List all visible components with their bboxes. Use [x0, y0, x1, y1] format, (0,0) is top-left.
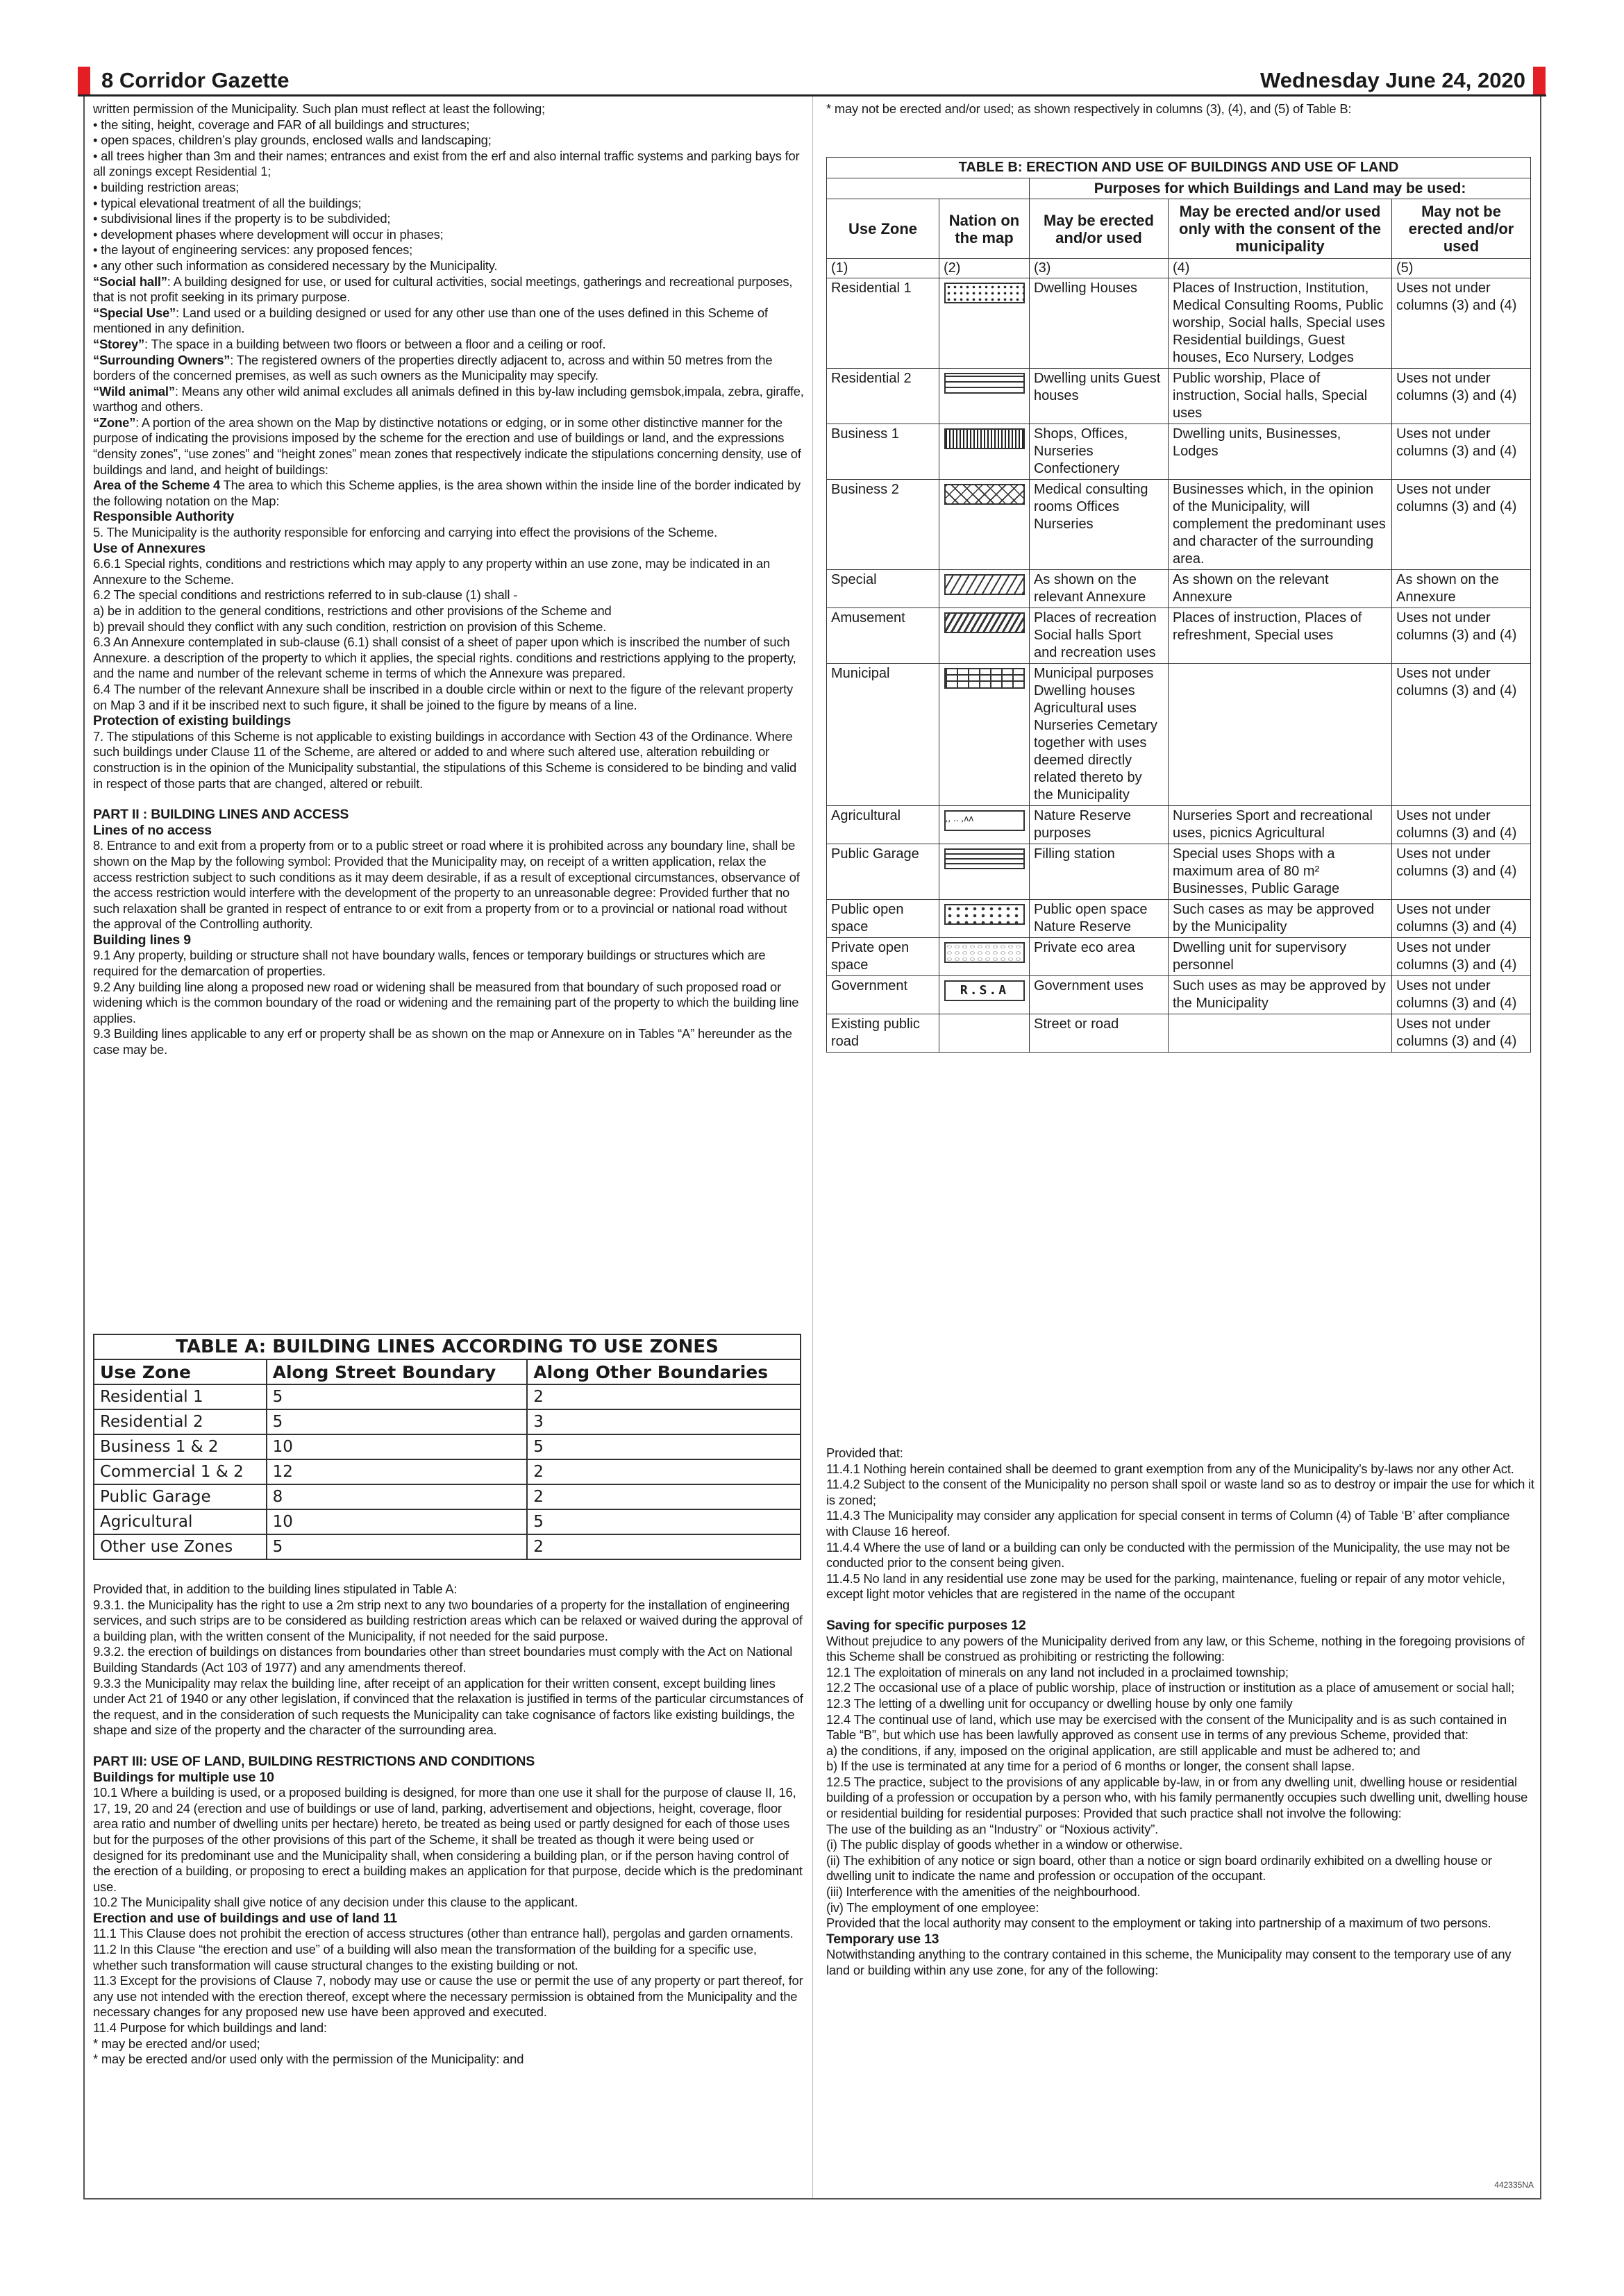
paragraph: (i) The public display of goods whether in a window or otherwise.: [826, 1837, 1183, 1852]
map-notation-cell: [939, 369, 1030, 424]
consent-use-cell: Dwelling unit for supervisory personnel: [1169, 938, 1392, 976]
permitted-use-cell: Dwelling Houses: [1030, 278, 1169, 369]
table-cell: Commercial 1 & 2: [94, 1459, 267, 1484]
table-row: [827, 480, 1531, 570]
paragraph: 6.4 The number of the relevant Annexure shall be inscribed in a double circle within or next to the figure of the relevant property on Map 3 and if it be inscribed next to such figure, it shall be joined to the figure by means of a line.: [93, 681, 794, 712]
section-heading: Lines of no access: [93, 822, 212, 838]
paragraph: 10.2 The Municipality shall give notice of any decision under this clause to the applicant.: [93, 1895, 578, 1910]
table-cell: 12: [267, 1459, 528, 1484]
table-cell: 2: [527, 1384, 801, 1409]
paragraph: * may be erected and/or used only with the permission of the Municipality: and: [93, 2052, 524, 2067]
frame-left: [83, 97, 85, 2199]
use-zone-cell: Residential 1: [827, 278, 939, 369]
section-heading: Erection and use of buildings and use of land 11: [93, 1910, 397, 1926]
use-zone-cell: Business 1: [827, 424, 939, 480]
permitted-use-cell: Shops, Offices, Nurseries Confectionery: [1030, 424, 1169, 480]
paragraph: (ii) The exhibition of any notice or sign board, other than a notice or sign board ordinarily exhibited on a dwelling house or dwelling unit to indicate the name and profession or occupation of the occupant.: [826, 1852, 1492, 1884]
defined-term: “Special Use”: [93, 305, 176, 320]
table-a: [93, 1334, 801, 1560]
paragraph: 11.1 This Clause does not prohibit the erection of access structures (other than entrance hall), pergolas and garden ornaments.: [93, 1926, 794, 1941]
right-column-intro: * may not be erected and/or used; as shown respectively in columns (3), (4), and (5) of Table B:: [826, 101, 1352, 116]
header-accent-left: [78, 67, 90, 94]
table-b-header: Nation on the map: [939, 199, 1030, 259]
table-row: [94, 1434, 801, 1459]
table-row: [827, 1014, 1531, 1053]
right-column-text-bottom: [826, 1446, 1534, 1979]
table-cell: 10: [267, 1434, 528, 1459]
table-row: [827, 900, 1531, 938]
table-b-header: May be erected and/or used only with the consent of the municipality: [1169, 199, 1392, 259]
zone-notation-symbol: ,, .. ,ʌʌ: [944, 810, 1025, 831]
permitted-use-cell: Nature Reserve purposes: [1030, 806, 1169, 844]
prohibited-use-cell: Uses not under columns (3) and (4): [1392, 844, 1531, 900]
consent-use-cell: Nurseries Sport and recreational uses, picnics Agricultural: [1169, 806, 1392, 844]
paragraph: 9.3 Building lines applicable to any erf or property shall be as shown on the map or Annexure on in Tables “A” hereunder as the case may be.: [93, 1026, 792, 1057]
paragraph: 9.3.2. the erection of buildings on distances from boundaries other than street boundaries must comply with the Act on National Building Standards (Act 103 of 1977) and any amendments thereof.: [93, 1644, 793, 1675]
map-notation-cell: [939, 480, 1030, 570]
prohibited-use-cell: Uses not under columns (3) and (4): [1392, 424, 1531, 480]
prohibited-use-cell: Uses not under columns (3) and (4): [1392, 608, 1531, 664]
paragraph: b) prevail should they conflict with any such condition, restriction on provision of this Scheme.: [93, 619, 607, 634]
table-cell: 5: [267, 1534, 528, 1559]
prohibited-use-cell: Uses not under columns (3) and (4): [1392, 664, 1531, 806]
frame-bottom: [83, 2198, 1541, 2199]
prohibited-use-cell: Uses not under columns (3) and (4): [1392, 369, 1531, 424]
paragraph: • the layout of engineering services: any proposed fences;: [93, 242, 413, 258]
defined-term: “Wild animal”: [93, 383, 175, 399]
table-b-column-number: (4): [1169, 259, 1392, 278]
map-notation-cell: [939, 608, 1030, 664]
paragraph: • open spaces, children’s play grounds, enclosed walls and landscaping;: [93, 133, 492, 148]
table-row: [827, 806, 1531, 844]
paragraph: “Social hall”: A building designed for use, or used for cultural activities, social meetings, gatherings and recreational purposes, that is not profit seeking in its primary purpose.: [93, 274, 793, 305]
map-notation-cell: [939, 938, 1030, 976]
defined-term: “Storey”: [93, 336, 145, 351]
page-header-title: 8 Corridor Gazette: [101, 68, 290, 92]
permitted-use-cell: Street or road: [1030, 1014, 1169, 1053]
table-row: [827, 844, 1531, 900]
header-accent-right: [1533, 67, 1546, 94]
use-zone-cell: Private open space: [827, 938, 939, 976]
table-b-column-number: (3): [1030, 259, 1169, 278]
defined-term: “Social hall”: [93, 274, 167, 289]
paragraph: “Surrounding Owners”: The registered owners of the properties directly adjacent to, across and within 50 metres from the borders of the concerned premises, as well as such owners as the Municipality may specify.: [93, 352, 773, 383]
zone-notation-symbol: [944, 574, 1025, 595]
table-cell: Public Garage: [94, 1484, 267, 1509]
table-b-caption: TABLE B: ERECTION AND USE OF BUILDINGS AND USE OF LAND: [827, 158, 1531, 178]
paragraph: 11.2 In this Clause “the erection and use” of a building will also mean the transformation of the building for a specific use, whether such transformation will cause structural changes to the existing building or not.: [93, 1942, 757, 1972]
zone-notation-symbol: R.S.A: [944, 980, 1025, 1001]
table-row: [827, 608, 1531, 664]
table-row: [827, 664, 1531, 806]
table-row: [94, 1409, 801, 1434]
paragraph: 11.4.1 Nothing herein contained shall be deemed to grant exemption from any of the Municipality’s by-laws nor any other Act.: [826, 1461, 1514, 1476]
permitted-use-cell: Filling station: [1030, 844, 1169, 900]
prohibited-use-cell: Uses not under columns (3) and (4): [1392, 938, 1531, 976]
permitted-use-cell: Public open space Nature Reserve: [1030, 900, 1169, 938]
table-cell: Business 1 & 2: [94, 1434, 267, 1459]
table-cell: 3: [527, 1409, 801, 1434]
use-zone-cell: Public Garage: [827, 844, 939, 900]
prohibited-use-cell: Uses not under columns (3) and (4): [1392, 480, 1531, 570]
prohibited-use-cell: Uses not under columns (3) and (4): [1392, 278, 1531, 369]
prohibited-use-cell: Uses not under columns (3) and (4): [1392, 900, 1531, 938]
paragraph: 12.5 The practice, subject to the provisions of any applicable by-law, in or from any dwelling unit, dwelling house or residential building of a profession or occupation by a person who, with his family permanently occupies such dwelling unit, dwelling house or residential building for residential purposes: Provided that such practice shall not involve the following:: [826, 1774, 1528, 1821]
section-heading: PART II : BUILDING LINES AND ACCESS: [93, 807, 349, 823]
consent-use-cell: Businesses which, in the opinion of the Municipality, will complement the predominant uses and character of the surrounding area.: [1169, 480, 1392, 570]
paragraph: written permission of the Municipality. Such plan must reflect at least the following;: [93, 101, 545, 116]
consent-use-cell: Such cases as may be approved by the Municipality: [1169, 900, 1392, 938]
paragraph: 9.3.1. the Municipality has the right to use a 2m strip next to any two boundaries of a property for the installation of engineering services, and such strips are to be considered as building restriction areas which can be relaxed or waived during the approval of a building plan, with the written consent of the Municipality, if not needed for the said purpose.: [93, 1597, 803, 1643]
paragraph: (iii) Interference with the amenities of the neighbourhood.: [826, 1884, 1141, 1900]
permitted-use-cell: Medical consulting rooms Offices Nurseries: [1030, 480, 1169, 570]
defined-term: “Surrounding Owners”: [93, 352, 231, 367]
paragraph: Provided that the local authority may consent to the employment or taking into partnership of a maximum of two persons.: [826, 1916, 1491, 1931]
table-row: [94, 1534, 801, 1559]
paragraph: Area of the Scheme 4 The area to which this Scheme applies, is the area shown within the inside line of the border indicated by the following notation on the Map:: [93, 478, 801, 508]
zone-notation-symbol: [944, 668, 1025, 689]
paragraph: 11.4.2 Subject to the consent of the Municipality no person shall spoil or waste land so as to destroy or impair the use for which it is zoned;: [826, 1477, 1534, 1507]
map-notation-cell: [939, 664, 1030, 806]
paragraph: 12.1 The exploitation of minerals on any land not included in a proclaimed township;: [826, 1664, 1289, 1679]
left-column-text-bottom: [93, 1582, 804, 2068]
paragraph: 12.3 The letting of a dwelling unit for occupancy or dwelling house by only one family: [826, 1695, 1293, 1711]
table-cell: 5: [267, 1409, 528, 1434]
permitted-use-cell: Places of recreation Social halls Sport and recreation uses: [1030, 608, 1169, 664]
paragraph: 8. Entrance to and exit from a property from or to a public street or road where it is prohibited across any boundary line, shall be shown on the Map by the following symbol: Provided that the Municipality may, on receipt of a written application, relax the access restriction subject to such conditions as it may deem desirable, if as a result of exceptional circumstances, observance of the access restriction would interfere with the development of the property to an unreasonable degree: Provided further that no such relaxation shall be granted in respect of entrance to or exit from a property from or to a provincial or national road without the approval of the Controlling authority.: [93, 838, 800, 932]
table-row: [827, 938, 1531, 976]
table-row: [827, 570, 1531, 608]
table-cell: 5: [527, 1509, 801, 1534]
paragraph: • development phases where development will occur in phases;: [93, 226, 444, 242]
table-row: [827, 369, 1531, 424]
paragraph: 11.3 Except for the provisions of Clause 7, nobody may use or cause the use or permit the use of any property or part thereof, for any use not intended with the erection thereof, except where the necessary permission is obtained from the Municipality and the necessary changes for any proposed new use have been approved and executed.: [93, 1973, 803, 2020]
paragraph: 12.4 The continual use of land, which use may be exercised with the consent of the Municipality and is as such contained in Table “B”, but which use has been lawfully approved as consent use in terms of any previous Scheme, provided that:: [826, 1711, 1507, 1743]
paragraph: 6.2 The special conditions and restrictions referred to in sub-clause (1) shall -: [93, 587, 518, 603]
paragraph: • building restriction areas;: [93, 179, 240, 194]
section-heading: Saving for specific purposes 12: [826, 1617, 1026, 1633]
table-cell: Agricultural: [94, 1509, 267, 1534]
permitted-use-cell: Dwelling units Guest houses: [1030, 369, 1169, 424]
defined-term: Area of the Scheme 4: [93, 478, 221, 493]
consent-use-cell: Public worship, Place of instruction, Social halls, Special uses: [1169, 369, 1392, 424]
table-row: [94, 1384, 801, 1409]
table-row: [94, 1509, 801, 1534]
paragraph: 6.3 An Annexure contemplated in sub-clause (6.1) shall consist of a sheet of paper upon which is inscribed the number of such Annexure. a description of the property to which it applies, the special rights. conditions and restrictions applying to the property, and the name and number of the relevant scheme in terms of which the Annexure was prepared.: [93, 635, 796, 681]
table-b-column-number: (5): [1392, 259, 1531, 278]
table-cell: 5: [527, 1434, 801, 1459]
paragraph: 11.4 Purpose for which buildings and land:: [93, 2020, 327, 2036]
consent-use-cell: Places of instruction, Places of refreshment, Special uses: [1169, 608, 1392, 664]
paragraph: Provided that:: [826, 1446, 903, 1460]
table-b: [826, 157, 1531, 1053]
paragraph: “Zone”: A portion of the area shown on the Map by distinctive notations or edging, or in some other distinctive manner for the purpose of indicating the provisions imposed by the scheme for the erection and use of buildings or land, and the expressions “density zones”, “use zones” and “height zones” mean zones that respectively indicate the stipulations concerning density, use of buildings and land, and height of buildings:: [93, 414, 801, 477]
paragraph: 9.1 Any property, building or structure shall not have boundary walls, fences or temporary buildings or structures which are required for the demarcation of properties.: [93, 948, 766, 979]
zone-notation-symbol: [944, 283, 1025, 303]
prohibited-use-cell: Uses not under columns (3) and (4): [1392, 976, 1531, 1014]
use-zone-cell: Existing public road: [827, 1014, 939, 1053]
permitted-use-cell: Government uses: [1030, 976, 1169, 1014]
table-cell: 2: [527, 1459, 801, 1484]
table-cell: 5: [267, 1384, 528, 1409]
frame-right: [1540, 97, 1541, 2199]
zone-notation-symbol: [944, 904, 1025, 925]
consent-use-cell: Special uses Shops with a maximum area of 80 m² Businesses, Public Garage: [1169, 844, 1392, 900]
map-notation-cell: [939, 900, 1030, 938]
table-cell: Other use Zones: [94, 1534, 267, 1559]
zone-notation-symbol: [944, 484, 1025, 505]
paragraph: “Storey”: The space in a building between two floors or between a floor and a ceiling or roof.: [93, 336, 606, 351]
table-cell: 10: [267, 1509, 528, 1534]
table-a-caption: TABLE A: BUILDING LINES ACCORDING TO USE ZONES: [94, 1334, 801, 1359]
use-zone-cell: Municipal: [827, 664, 939, 806]
use-zone-cell: Public open space: [827, 900, 939, 938]
table-row: [94, 1459, 801, 1484]
column-divider: [812, 97, 813, 2198]
table-b-subcaption: Purposes for which Buildings and Land may be used:: [1030, 178, 1531, 199]
map-notation-cell: [939, 424, 1030, 480]
paragraph: 10.1 Where a building is used, or a proposed building is designed, for more than one use it shall for the purpose of clause II, 16, 17, 19, 20 and 24 (erection and use of buildings or use of land, parking, advertisement and objections, height, coverage, floor area ratio and number of dwelling units per hectare) hereto, be treated as being used or partly designed for each of those uses but for the purposes of the other provisions of this part of the Scheme, it shall be treated as though it were being used or designed for its predominant use and the Municipality shall, when considering a building plan, or if the person having control of the erection of a building, or proposing to erect a building makes an application for that purpose, decide which is the predominant use.: [93, 1785, 803, 1894]
paragraph: * may be erected and/or used;: [93, 2036, 260, 2051]
table-b-header: Use Zone: [827, 199, 939, 259]
map-notation-cell: [939, 976, 1030, 1014]
consent-use-cell: As shown on the relevant Annexure: [1169, 570, 1392, 608]
zone-notation-symbol: [944, 428, 1025, 449]
table-cell: Residential 2: [94, 1409, 267, 1434]
prohibited-use-cell: As shown on the Annexure: [1392, 570, 1531, 608]
paragraph: • typical elevational treatment of all the buildings;: [93, 195, 362, 210]
defined-term: “Zone”: [93, 414, 136, 430]
paragraph: a) the conditions, if any, imposed on the original application, are still applicable and must be adhered to; and: [826, 1743, 1421, 1758]
map-notation-cell: [939, 1014, 1030, 1053]
map-notation-cell: [939, 570, 1030, 608]
paragraph: 11.4.5 No land in any residential use zone may be used for the parking, maintenance, fueling or repair of any motor vehicle, except light motor vehicles that are registered in the name of the occupant: [826, 1570, 1505, 1602]
table-row: [827, 424, 1531, 480]
paragraph: Without prejudice to any powers of the Municipality derived from any law, or this Scheme, nothing in the foregoing provisions of this Scheme shall be construed as prohibiting or restricting the following:: [826, 1633, 1525, 1664]
paragraph: • all trees higher than 3m and their names; entrances and exist from the erf and also internal traffic systems and parking bays for all zonings except Residential 1;: [93, 148, 800, 179]
consent-use-cell: Places of Instruction, Institution, Medical Consulting Rooms, Public worship, Social halls, Special uses Residential buildings, Guest houses, Eco Nursery, Lodges: [1169, 278, 1392, 369]
section-heading: Responsible Authority: [93, 509, 235, 525]
table-cell: Residential 1: [94, 1384, 267, 1409]
paragraph: 5. The Municipality is the authority responsible for enforcing and carrying into effect the provisions of the Scheme.: [93, 525, 718, 540]
zone-notation-symbol: [944, 942, 1025, 963]
paragraph: 7. The stipulations of this Scheme is not applicable to existing buildings in accordance with Section 43 of the Ordinance. Where such buildings under Clause 11 of the Scheme, are altered or added to and where such altered use, alteration rebuilding or construction is in the opinion of the Municipality substantial, the stipulations of this Scheme is considered to be binding and valid in respect of those parts that are changed, altered or rebuilt.: [93, 728, 797, 791]
table-row: [827, 278, 1531, 369]
use-zone-cell: Agricultural: [827, 806, 939, 844]
use-zone-cell: Residential 2: [827, 369, 939, 424]
use-zone-cell: Special: [827, 570, 939, 608]
zone-notation-symbol: [944, 848, 1025, 869]
section-heading: Buildings for multiple use 10: [93, 1769, 274, 1785]
permitted-use-cell: Municipal purposes Dwelling houses Agricultural uses Nurseries Cemetary together with uses deemed directly related thereto by the Municipality: [1030, 664, 1169, 806]
paragraph: Notwithstanding anything to the contrary contained in this scheme, the Municipality may consent to the temporary use of any land or building within any use zone, for any of the following:: [826, 1947, 1512, 1977]
table-row: [94, 1484, 801, 1509]
use-zone-cell: Government: [827, 976, 939, 1014]
left-column-text-top: [93, 101, 804, 1058]
zone-notation-symbol: [944, 612, 1025, 633]
table-a-header: Along Other Boundaries: [527, 1359, 801, 1384]
consent-use-cell: [1169, 664, 1392, 806]
table-a-header: Along Street Boundary: [267, 1359, 528, 1384]
zone-notation-symbol: [944, 373, 1025, 394]
table-b-header: May be erected and/or used: [1030, 199, 1169, 259]
paragraph: 12.2 The occasional use of a place of public worship, place of instruction or institution as a place of amusement or social hall;: [826, 1680, 1515, 1695]
use-zone-cell: Amusement: [827, 608, 939, 664]
section-heading: Building lines 9: [93, 932, 191, 948]
table-b-column-number: (1): [827, 259, 939, 278]
map-notation-cell: [939, 278, 1030, 369]
paragraph: • the siting, height, coverage and FAR of all buildings and structures;: [93, 117, 470, 132]
table-b-column-number: (2): [939, 259, 1030, 278]
paragraph: The use of the building as an “Industry” or “Noxious activity”.: [826, 1821, 1159, 1836]
paragraph: • subdivisional lines if the property is to be subdivided;: [93, 211, 391, 226]
table-row: [827, 976, 1531, 1014]
map-notation-cell: [939, 844, 1030, 900]
table-a-header: Use Zone: [94, 1359, 267, 1384]
section-heading: Temporary use 13: [826, 1931, 939, 1947]
page-header-date: Wednesday June 24, 2020: [1260, 68, 1525, 92]
paragraph: “Special Use”: Land used or a building designed or used for any other use than one of the uses defined in this Scheme of mentioned in any definition.: [93, 305, 768, 336]
consent-use-cell: [1169, 1014, 1392, 1053]
section-heading: Protection of existing buildings: [93, 713, 292, 729]
consent-use-cell: Such uses as may be approved by the Municipality: [1169, 976, 1392, 1014]
paragraph: b) If the use is terminated at any time for a period of 6 months or longer, the consent shall lapse.: [826, 1759, 1355, 1774]
paragraph: a) be in addition to the general conditions, restrictions and other provisions of the Scheme and: [93, 603, 612, 618]
paragraph: 11.4.4 Where the use of land or a building can only be conducted with the permission of the Municipality, the use may not be conducted prior to the consent being given.: [826, 1539, 1510, 1570]
paragraph: 11.4.3 The Municipality may consider any application for special consent in terms of Column (4) of Table ‘B’ after compliance with Clause 16 hereof.: [826, 1508, 1510, 1539]
table-b-header: May not be erected and/or used: [1392, 199, 1531, 259]
paragraph: 9.3.3 the Municipality may relax the building line, after receipt of an application for their written consent, except building lines under Act 21 of 1940 or any other legislation, if convinced that the relaxation is justified in terms of the particular circumstances of the request, and in the consideration of such requests the Municipality can take cognisance of factors like existing buildings, the shape and size of the property and the character of the surrounding area.: [93, 1675, 803, 1738]
table-cell: 2: [527, 1484, 801, 1509]
table-cell: 8: [267, 1484, 528, 1509]
map-notation-cell: [939, 806, 1030, 844]
permitted-use-cell: As shown on the relevant Annexure: [1030, 570, 1169, 608]
table-cell: 2: [527, 1534, 801, 1559]
paragraph: “Wild animal”: Means any other wild animal excludes all animals defined in this by-law including gemsbok,impala, zebra, giraffe, warthog and others.: [93, 383, 804, 414]
prohibited-use-cell: Uses not under columns (3) and (4): [1392, 806, 1531, 844]
use-zone-cell: Business 2: [827, 480, 939, 570]
prohibited-use-cell: Uses not under columns (3) and (4): [1392, 1014, 1531, 1053]
paragraph: Provided that, in addition to the building lines stipulated in Table A:: [93, 1582, 458, 1596]
consent-use-cell: Dwelling units, Businesses, Lodges: [1169, 424, 1392, 480]
section-heading: PART III: USE OF LAND, BUILDING RESTRICTIONS AND CONDITIONS: [93, 1753, 535, 1769]
permitted-use-cell: Private eco area: [1030, 938, 1169, 976]
paragraph: 6.6.1 Special rights, conditions and restrictions which may apply to any property within an use zone, may be indicated in an Annexure to the Scheme.: [93, 556, 770, 587]
paragraph: • any other such information as considered necessary by the Municipality.: [93, 258, 498, 273]
paragraph: 9.2 Any building line along a proposed new road or widening shall be measured from that boundary of such proposed road or widening which is the common boundary of the road or widening and the remaining part of the property to which the building line applies.: [93, 979, 799, 1025]
paragraph: (iv) The employment of one employee:: [826, 1900, 1039, 1915]
notice-code: 442335NA: [1494, 2180, 1534, 2190]
section-heading: Use of Annexures: [93, 540, 206, 556]
